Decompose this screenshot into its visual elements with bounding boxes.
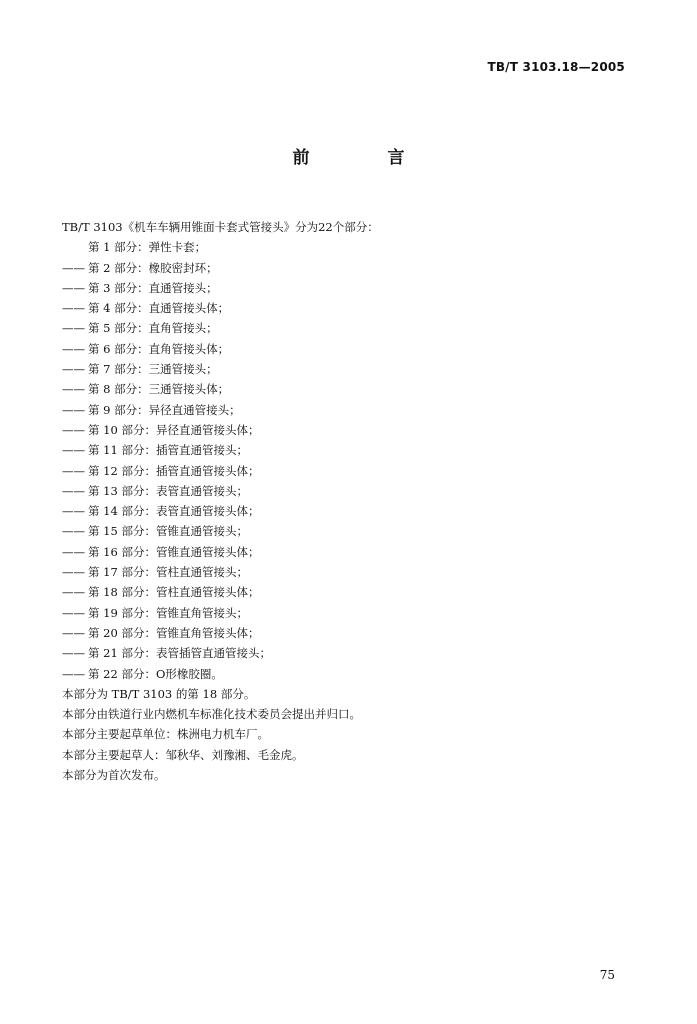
list-dash: —— xyxy=(62,443,85,458)
list-item-label: 第 7 部分：三通管接头； xyxy=(88,362,218,377)
list-item-label: 第 10 部分：异径直通管接头体； xyxy=(88,422,260,437)
list-item-label: 第 13 部分：表管直通管接头； xyxy=(88,483,248,498)
list-item xyxy=(62,298,642,318)
list-item xyxy=(62,643,642,663)
list-item-label: 第 1 部分：弹性卡套； xyxy=(88,240,207,255)
list-item xyxy=(62,562,642,582)
list-item xyxy=(62,420,642,440)
list-item-label: 第 2 部分：橡胶密封环； xyxy=(88,260,218,275)
list-item xyxy=(62,603,642,623)
standard-code: TB/T 3103.18—2005 xyxy=(487,60,625,74)
statement-line: 本部分为 TB/T 3103 的第 18 部分。 xyxy=(62,686,256,701)
list-item xyxy=(62,501,642,521)
list-item-label: 第 11 部分：插管直通管接头； xyxy=(88,443,248,458)
list-item xyxy=(62,258,642,278)
list-item xyxy=(62,461,642,481)
list-dash: —— xyxy=(62,382,85,397)
list-item-label: 第 20 部分：管锥直角管接头体； xyxy=(88,625,260,640)
intro-paragraph: TB/T 3103《机车车辆用锥面卡套式管接头》分为22个部分： xyxy=(62,220,379,234)
list-dash: —— xyxy=(62,402,85,417)
list-item-label: 第 8 部分：三通管接头体； xyxy=(88,382,230,397)
statement-line: 本部分由铁道行业内燃机车标准化技术委员会提出并归口。 xyxy=(62,707,361,722)
list-dash: —— xyxy=(62,646,85,661)
list-item xyxy=(62,237,642,257)
list-item xyxy=(62,481,642,501)
list-item-label: 第 22 部分：O形橡胶圈。 xyxy=(88,666,223,681)
list-item-label: 第 21 部分：表管插管直通管接头； xyxy=(88,646,271,661)
list-item-label: 第 5 部分：直角管接头； xyxy=(88,321,218,336)
list-item xyxy=(62,664,642,684)
list-dash: —— xyxy=(62,504,85,519)
statement-line: 本部分主要起草人：邹秋华、刘豫湘、毛金虎。 xyxy=(62,747,304,762)
list-dash: —— xyxy=(62,341,85,356)
list-item-label: 第 4 部分：直通管接头体； xyxy=(88,301,230,316)
page-number: 75 xyxy=(599,968,615,982)
list-item xyxy=(62,339,642,359)
list-item-label: 第 17 部分：管柱直通管接头； xyxy=(88,565,248,580)
list-dash: —— xyxy=(62,666,85,681)
list-item-label: 第 12 部分：插管直通管接头体； xyxy=(88,463,260,478)
list-item xyxy=(62,623,642,643)
list-dash: —— xyxy=(62,544,85,559)
list-item xyxy=(62,400,642,420)
parts-list xyxy=(62,237,642,684)
list-item-label: 第 9 部分：异径直通管接头； xyxy=(88,402,241,417)
list-dash: —— xyxy=(62,301,85,316)
list-dash: —— xyxy=(62,625,85,640)
list-dash: —— xyxy=(62,280,85,295)
list-item xyxy=(62,542,642,562)
list-dash: —— xyxy=(62,565,85,580)
list-item xyxy=(62,278,642,298)
list-dash: —— xyxy=(62,605,85,620)
list-item xyxy=(62,318,642,338)
list-dash: —— xyxy=(62,422,85,437)
list-item xyxy=(62,440,642,460)
list-item-label: 第 6 部分：直角管接头体； xyxy=(88,341,230,356)
list-item-label: 第 14 部分：表管直通管接头体； xyxy=(88,504,260,519)
list-item xyxy=(62,521,642,541)
statements xyxy=(62,684,642,785)
list-dash: —— xyxy=(62,524,85,539)
list-item xyxy=(62,359,642,379)
list-item-label: 第 16 部分：管锥直通管接头体； xyxy=(88,544,260,559)
statement-line: 本部分为首次发布。 xyxy=(62,768,166,783)
list-item-label: 第 15 部分：管锥直通管接头； xyxy=(88,524,248,539)
list-dash: —— xyxy=(62,362,85,377)
list-dash: —— xyxy=(62,585,85,600)
list-item-label: 第 3 部分：直通管接头； xyxy=(88,280,218,295)
statement-line: 本部分主要起草单位：株洲电力机车厂。 xyxy=(62,727,269,742)
list-item xyxy=(62,582,642,602)
foreword-body xyxy=(62,217,642,785)
page-title: 前 言 xyxy=(292,148,441,168)
list-item-label: 第 18 部分：管柱直通管接头体； xyxy=(88,585,260,600)
list-item xyxy=(62,379,642,399)
list-dash: —— xyxy=(62,483,85,498)
list-item-label: 第 19 部分：管锥直角管接头； xyxy=(88,605,248,620)
list-dash: —— xyxy=(62,260,85,275)
list-dash: —— xyxy=(62,463,85,478)
list-dash: —— xyxy=(62,321,85,336)
